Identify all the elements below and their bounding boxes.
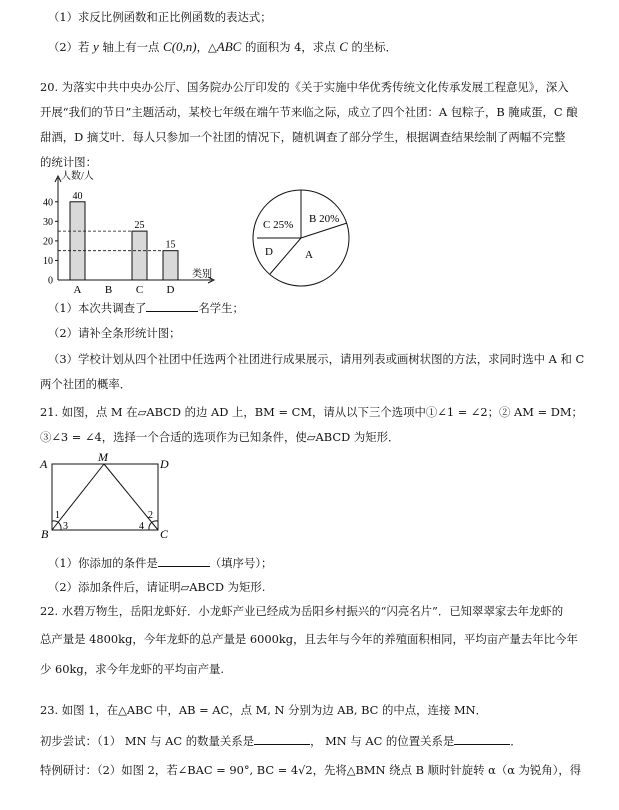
category-label-b: B (104, 284, 113, 295)
q20-part1: （1）本次共调查了 名学生； (48, 301, 244, 315)
q21-part2: （2）添加条件后，请证明▱ABCD 为矩形. (48, 580, 266, 594)
pie-label-d: D (265, 246, 273, 258)
q21-stem-line1: 21. 如图，点 M 在▱ABCD 的边 AD 上，BM = CM，请从以下三个选项中①∠1 = ∠2；② AM = DM； (40, 405, 583, 419)
y-tick-label: 40 (43, 197, 53, 209)
q22-stem-line1: 22. 水碧万物生，岳阳龙虾好．小龙虾产业已经成为岳阳乡村振兴的“闪亮名片”．已知翠翠家去年龙虾的 (40, 604, 564, 618)
angle-mark-1 (52, 521, 58, 522)
pie-label-c: C 25% (263, 219, 294, 231)
q21-part1: （1）你添加的条件是 （填序号）； (48, 556, 273, 570)
q20-stem-line4: 的统计图： (40, 155, 97, 169)
answer-blank (454, 733, 510, 745)
angle-mark-3 (58, 522, 61, 530)
label-a: A (40, 457, 48, 471)
q23-part1: 初步尝试：（1） MN 与 AC 的数量关系是 ， MN 与 AC 的位置关系是 ． (40, 734, 522, 748)
category-label-a: A (73, 284, 82, 295)
answer-blank (254, 733, 310, 745)
bar-c (132, 231, 147, 280)
pie-chart (245, 188, 360, 288)
y-tick-label: 30 (43, 216, 53, 228)
angle-label-4: 4 (139, 521, 144, 532)
angle-label-1: 1 (55, 510, 60, 521)
q20-part3: （3）学校计划从四个社团中任选两个社团进行成果展示，请用列表或画树状图的方法，求同时选中 A 和 C (48, 352, 585, 366)
q20-part3-cont: 两个社团的概率． (40, 377, 132, 391)
answer-blank (146, 300, 198, 312)
angle-label-3: 3 (63, 521, 68, 532)
q20-stem-line1: 20. 为落实中共中央办公厅、国务院办公厅印发的《关于实施中华优秀传统文化传承发展工程意见》，深入 (40, 80, 569, 94)
bar-value-label: 40 (72, 190, 83, 202)
bar-value-label: 15 (165, 239, 176, 251)
y-tick-label: 0 (48, 275, 53, 287)
q19-part2: （2）若 y 轴上有一点 C(0,n)，△ABC 的面积为 4，求点 C 的坐标． (48, 39, 398, 54)
q22-stem-line3: 少 60kg，求今年龙虾的平均亩产量. (40, 662, 225, 676)
label-d: D (160, 457, 169, 471)
y-tick-label: 10 (43, 255, 53, 267)
y-axis-label: 人数/人 (61, 171, 94, 182)
q20-part2: （2）请补全条形统计图； (48, 326, 181, 340)
bar-chart (30, 170, 230, 295)
pie-label-b: B 20% (309, 213, 340, 225)
x-axis-label: 类别 (192, 269, 212, 280)
angle-label-2: 2 (148, 510, 153, 521)
q19-part1: （1）求反比例函数和正比例函数的表达式； (48, 10, 272, 24)
y-tick-label: 20 (43, 236, 53, 248)
bar-value-label: 25 (134, 220, 145, 232)
category-label-d: D (166, 284, 175, 295)
q20-stem-line2: 开展“我们的节日”主题活动，某校七年级在端午节来临之际，成立了四个社团：A 包粽子，B 腌咸蛋，C 酿 (40, 105, 578, 119)
bar-d (163, 251, 178, 280)
angle-mark-2 (152, 521, 158, 522)
category-label-c: C (135, 284, 144, 295)
q23-stem-line1: 23. 如图 1，在△ABC 中，AB = AC，点 M, N 分别为边 AB, BC 的中点，连接 MN． (40, 703, 487, 717)
label-c: C (160, 527, 169, 541)
label-b: B (41, 527, 49, 541)
bar-a (70, 202, 85, 280)
angle-mark-4 (149, 522, 152, 530)
answer-blank (158, 555, 210, 567)
rectangle-figure (38, 452, 173, 542)
q23-part2: 特例研讨：（2）如图 2，若∠BAC = 90°, BC = 4√2，先将△BMN 绕点 B 顺时针旋转 α（α 为锐角），得 (40, 763, 582, 777)
q22-stem-line2: 总产量是 4800kg，今年龙虾的总产量是 6000kg，且去年与今年的养殖面积相同，平均亩产量去年比今年 (40, 632, 578, 646)
q20-stem-line3: 甜酒，D 摘艾叶．每人只参加一个社团的情况下，随机调查了部分学生，根据调查结果绘制了两幅不完整 (40, 130, 566, 144)
pie-label-a: A (305, 249, 313, 261)
q21-stem-line2: ③∠3 = ∠4，选择一个合适的选项作为已知条件，使▱ABCD 为矩形． (40, 430, 400, 444)
label-m: M (98, 452, 108, 464)
